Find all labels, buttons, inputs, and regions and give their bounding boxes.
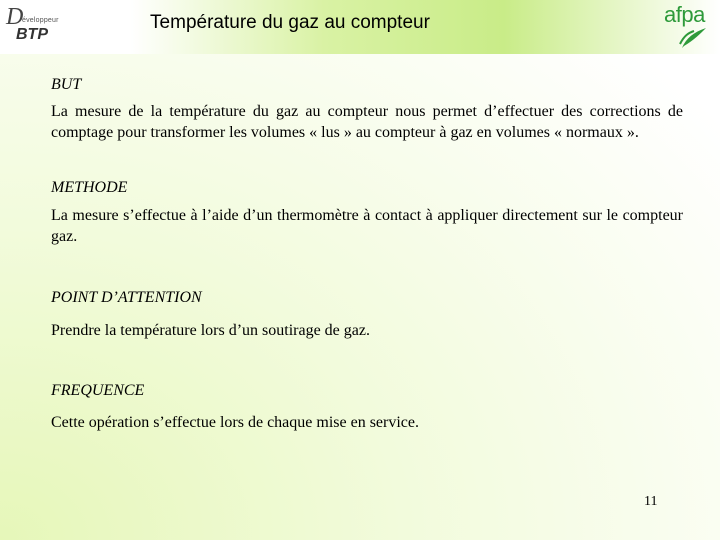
logo-btp-text: BTP (16, 26, 48, 43)
section-heading-but: BUT (51, 76, 82, 93)
section-text-point-attention: Prendre la température lors d’un soutirage de gaz. (51, 322, 370, 339)
leaf-icon (678, 24, 708, 50)
section-heading-frequence: FREQUENCE (51, 382, 145, 399)
page-number: 11 (644, 494, 658, 509)
logo-initial: D (6, 4, 24, 30)
section-heading-methode: METHODE (51, 179, 128, 196)
section-text-methode: La mesure s’effectue à l’aide d’un thermomètre à contact à appliquer directement sur le compteur gaz. (51, 207, 683, 245)
section-text-frequence: Cette opération s’effectue lors de chaque mise en service. (51, 414, 419, 431)
section-text-but: La mesure de la température du gaz au compteur nous permet d’effectuer des corrections de comptage pour transformer les volumes « lus » au compteur à gaz en volumes « normaux ». (51, 103, 683, 141)
logo-small-text: éveloppeur (22, 17, 59, 24)
section-heading-point-attention: POINT D’ATTENTION (51, 289, 202, 306)
afpa-logo (664, 4, 716, 50)
slide-title: Température du gaz au compteur (150, 12, 430, 33)
afpa-logo-text: afpa (664, 2, 705, 27)
slide-content (51, 74, 683, 433)
